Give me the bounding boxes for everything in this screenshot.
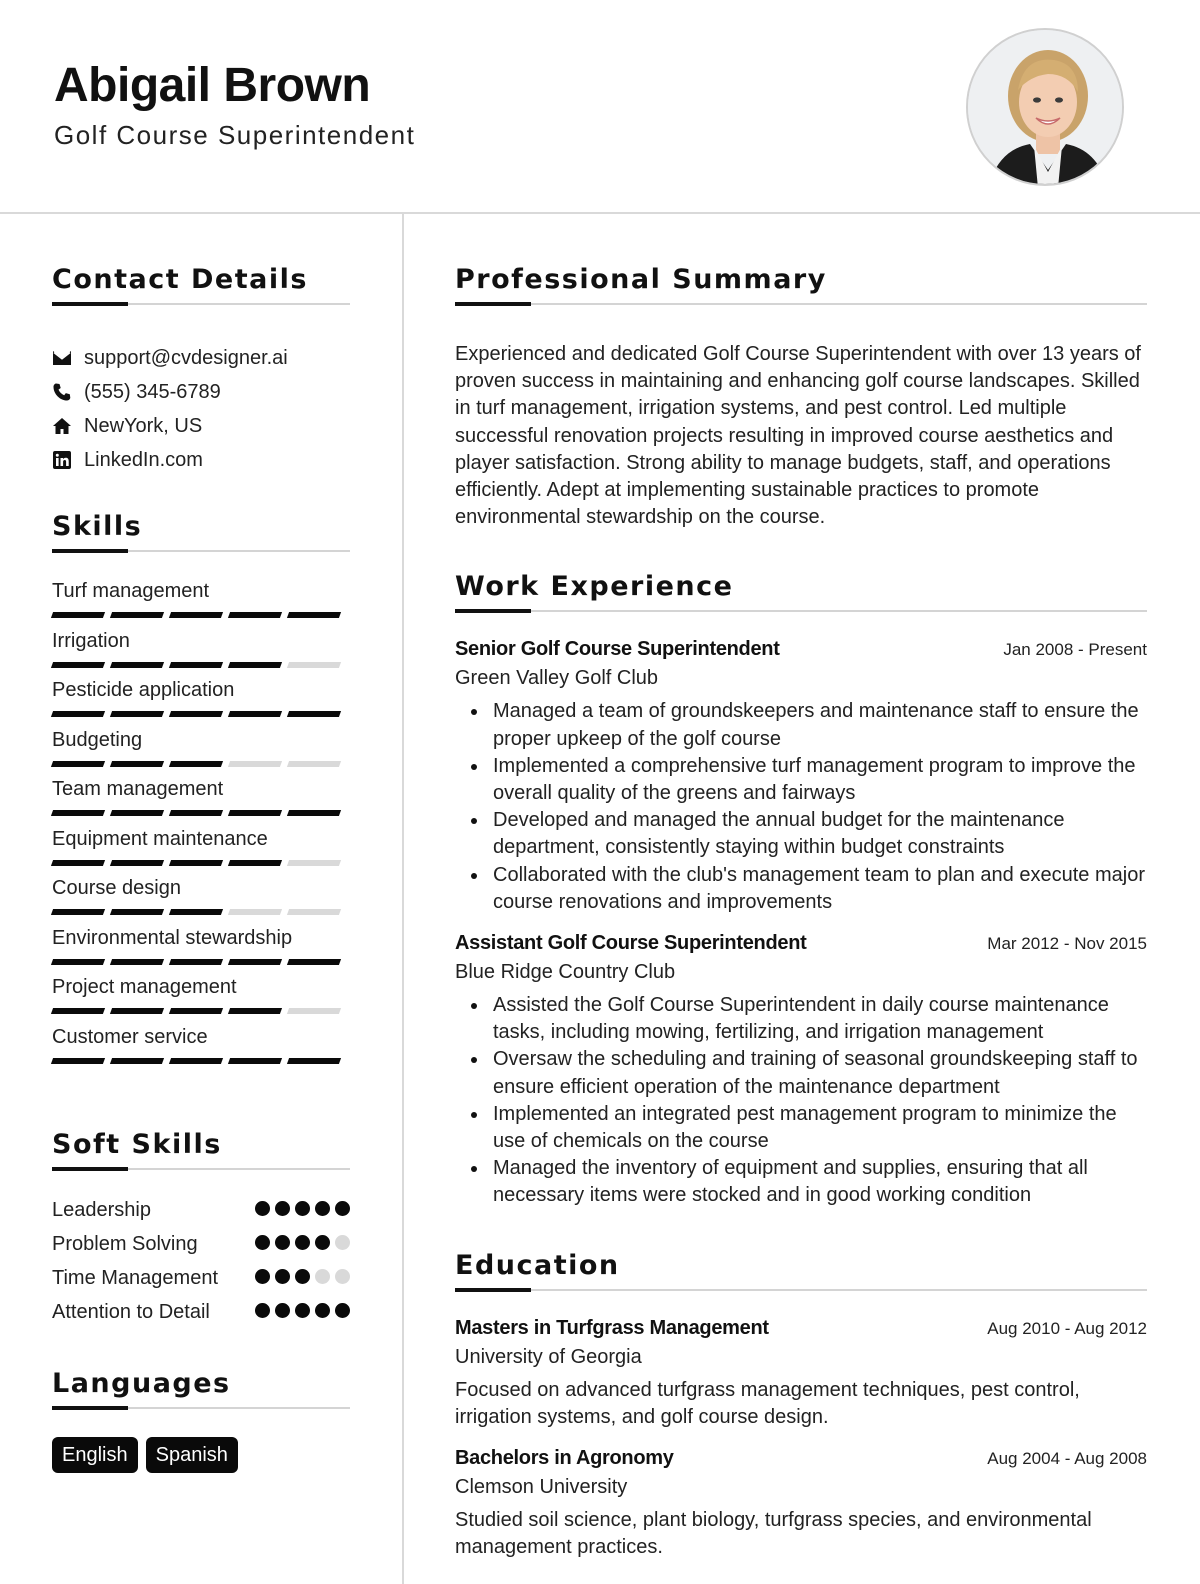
section-rule bbox=[455, 1289, 1147, 1291]
skill-level-segment bbox=[287, 860, 341, 866]
rating-dot bbox=[255, 1269, 270, 1284]
skill-level-segment bbox=[169, 612, 223, 618]
experience-section bbox=[455, 571, 1147, 1209]
soft-skill-rating bbox=[255, 1298, 350, 1326]
contact-list bbox=[52, 341, 350, 477]
skills-list bbox=[52, 578, 350, 1073]
skill-name: Budgeting bbox=[52, 728, 143, 751]
skill-level-bar bbox=[52, 662, 350, 668]
rating-dot bbox=[255, 1201, 270, 1216]
contact-email-text: support@cvdesigner.ai bbox=[84, 346, 288, 369]
skill-level-segment bbox=[287, 662, 341, 668]
skill-level-segment bbox=[228, 959, 282, 965]
linkedin-icon bbox=[52, 450, 84, 470]
job-entry bbox=[455, 932, 1147, 1210]
skill-level-segment bbox=[228, 711, 282, 717]
language-badge: Spanish bbox=[146, 1437, 238, 1473]
skill-item bbox=[52, 578, 350, 628]
skill-level-segment bbox=[51, 1008, 105, 1014]
contact-email[interactable] bbox=[52, 341, 350, 375]
soft-skill-rating bbox=[255, 1196, 350, 1224]
rating-dot bbox=[335, 1235, 350, 1250]
skill-level-bar bbox=[52, 1058, 350, 1064]
education-description: Studied soil science, plant biology, turfgrass species, and environmental management practices. bbox=[455, 1509, 1092, 1559]
skill-level-segment bbox=[228, 761, 282, 767]
skill-level-segment bbox=[287, 959, 341, 965]
soft-skill-item bbox=[52, 1298, 350, 1326]
skill-level-segment bbox=[51, 959, 105, 965]
experience-heading: Work Experience bbox=[455, 571, 734, 603]
soft-skill-rating bbox=[255, 1264, 350, 1292]
job-bullet: Implemented an integrated pest management program to minimize the use of chemicals on the course bbox=[455, 1101, 1147, 1155]
rating-dot bbox=[315, 1269, 330, 1284]
languages-heading: Languages bbox=[52, 1368, 231, 1399]
soft-skill-name: Time Management bbox=[52, 1267, 218, 1289]
contact-heading: Contact Details bbox=[52, 264, 308, 295]
skill-name: Customer service bbox=[52, 1025, 208, 1048]
job-date: Mar 2012 - Nov 2015 bbox=[987, 934, 1147, 954]
contact-phone[interactable] bbox=[52, 375, 350, 409]
skill-level-segment bbox=[169, 860, 223, 866]
job-bullet: Developed and managed the annual budget for the maintenance department, consistently staying within budget constraints bbox=[455, 807, 1147, 861]
languages-list bbox=[52, 1437, 350, 1473]
languages-section bbox=[52, 1368, 350, 1473]
skill-level-bar bbox=[52, 810, 350, 816]
skill-level-segment bbox=[51, 1058, 105, 1064]
soft-skills-section bbox=[52, 1129, 350, 1326]
skill-level-segment bbox=[228, 1008, 282, 1014]
section-rule bbox=[52, 1407, 350, 1409]
skill-level-segment bbox=[110, 1058, 164, 1064]
skill-level-segment bbox=[287, 810, 341, 816]
skill-item bbox=[52, 677, 350, 727]
education-heading: Education bbox=[455, 1249, 620, 1281]
skill-level-bar bbox=[52, 909, 350, 915]
soft-skill-item bbox=[52, 1196, 350, 1224]
rating-dot bbox=[295, 1235, 310, 1250]
skill-level-segment bbox=[110, 909, 164, 915]
job-organization: Blue Ridge Country Club bbox=[455, 961, 676, 984]
school-name: University of Georgia bbox=[455, 1345, 642, 1368]
school-name: Clemson University bbox=[455, 1476, 628, 1499]
skill-level-segment bbox=[169, 959, 223, 965]
soft-skill-name: Problem Solving bbox=[52, 1233, 198, 1255]
rating-dot bbox=[255, 1303, 270, 1318]
skill-level-segment bbox=[228, 1058, 282, 1064]
skill-level-segment bbox=[110, 711, 164, 717]
education-section bbox=[455, 1250, 1147, 1562]
skill-level-segment bbox=[287, 711, 341, 717]
job-date: Jan 2008 - Present bbox=[1003, 640, 1147, 660]
skill-name: Project management bbox=[52, 976, 237, 998]
soft-skill-item bbox=[52, 1264, 350, 1292]
column-divider bbox=[402, 214, 404, 1584]
skill-item bbox=[52, 1024, 350, 1074]
job-bullet: Oversaw the scheduling and training of seasonal groundskeeping staff to ensure efficient operation of the maintenance department bbox=[455, 1046, 1147, 1100]
soft-skill-item bbox=[52, 1230, 350, 1258]
education-description: Focused on advanced turfgrass management techniques, pest control, irrigation systems, and golf course design. bbox=[455, 1378, 1080, 1428]
section-rule bbox=[455, 303, 1147, 305]
skill-level-segment bbox=[51, 711, 105, 717]
skill-level-segment bbox=[228, 810, 282, 816]
skill-level-segment bbox=[169, 909, 223, 915]
rating-dot bbox=[275, 1201, 290, 1216]
skill-item bbox=[52, 974, 350, 1024]
education-date: Aug 2004 - Aug 2008 bbox=[987, 1449, 1147, 1469]
skill-level-segment bbox=[110, 662, 164, 668]
job-bullets bbox=[455, 698, 1147, 916]
skill-level-segment bbox=[51, 909, 105, 915]
rating-dot bbox=[255, 1235, 270, 1250]
skill-level-segment bbox=[110, 810, 164, 816]
skill-level-segment bbox=[287, 1058, 341, 1064]
skill-level-segment bbox=[169, 761, 223, 767]
rating-dot bbox=[295, 1269, 310, 1284]
skill-item bbox=[52, 875, 350, 925]
skill-level-segment bbox=[228, 662, 282, 668]
rating-dot bbox=[335, 1303, 350, 1318]
skill-level-segment bbox=[169, 662, 223, 668]
skill-level-segment bbox=[110, 612, 164, 618]
degree-title: Masters in Turfgrass Management bbox=[455, 1316, 769, 1339]
skill-level-segment bbox=[51, 860, 105, 866]
skill-level-segment bbox=[169, 1008, 223, 1014]
summary-section bbox=[455, 264, 1147, 531]
skill-level-segment bbox=[169, 711, 223, 717]
home-icon bbox=[52, 416, 84, 436]
phone-icon bbox=[52, 382, 84, 402]
language-badge: English bbox=[52, 1437, 138, 1473]
section-rule bbox=[52, 303, 350, 305]
skill-level-bar bbox=[52, 612, 350, 618]
resume-header bbox=[0, 0, 1200, 214]
skill-item bbox=[52, 727, 350, 777]
rating-dot bbox=[295, 1303, 310, 1318]
degree-title: Bachelors in Agronomy bbox=[455, 1447, 674, 1470]
education-date: Aug 2010 - Aug 2012 bbox=[987, 1318, 1147, 1338]
skills-section bbox=[52, 511, 350, 1073]
job-bullet: Managed a team of groundskeepers and maintenance staff to ensure the proper upkeep of the golf course bbox=[455, 698, 1147, 752]
skill-name: Turf management bbox=[52, 580, 210, 602]
skill-name: Equipment maintenance bbox=[52, 827, 268, 850]
education-entry bbox=[455, 1317, 1147, 1431]
soft-skill-rating bbox=[255, 1230, 350, 1258]
skill-level-segment bbox=[110, 959, 164, 965]
skill-item bbox=[52, 628, 350, 678]
skill-level-segment bbox=[51, 612, 105, 618]
contact-location-text: NewYork, US bbox=[84, 414, 203, 437]
job-bullet: Implemented a comprehensive turf management program to improve the overall quality of the greens and fairways bbox=[455, 753, 1147, 807]
envelope-icon bbox=[52, 348, 84, 368]
skill-level-segment bbox=[228, 860, 282, 866]
skill-level-segment bbox=[228, 612, 282, 618]
skill-name: Irrigation bbox=[52, 629, 130, 652]
skill-level-segment bbox=[110, 1008, 164, 1014]
soft-skill-name: Attention to Detail bbox=[52, 1301, 210, 1323]
skill-level-bar bbox=[52, 860, 350, 866]
skill-level-bar bbox=[52, 761, 350, 767]
skill-level-segment bbox=[169, 1058, 223, 1064]
rating-dot bbox=[275, 1303, 290, 1318]
rating-dot bbox=[295, 1201, 310, 1216]
contact-location bbox=[52, 409, 350, 443]
job-bullets bbox=[455, 992, 1147, 1210]
soft-skills-list bbox=[52, 1196, 350, 1326]
skill-level-bar bbox=[52, 711, 350, 717]
contact-linkedin[interactable] bbox=[52, 443, 350, 477]
contact-linkedin-text: LinkedIn.com bbox=[84, 448, 203, 471]
summary-heading: Professional Summary bbox=[455, 264, 827, 295]
skill-item bbox=[52, 826, 350, 876]
left-column bbox=[52, 214, 350, 1473]
soft-skills-heading: Soft Skills bbox=[52, 1129, 222, 1160]
contact-section bbox=[52, 264, 350, 477]
skill-level-segment bbox=[228, 909, 282, 915]
skill-level-bar bbox=[52, 959, 350, 965]
skill-level-segment bbox=[51, 810, 105, 816]
skill-name: Pesticide application bbox=[52, 679, 235, 701]
rating-dot bbox=[275, 1269, 290, 1284]
skill-level-segment bbox=[287, 1008, 341, 1014]
job-organization: Green Valley Golf Club bbox=[455, 667, 659, 690]
skill-level-segment bbox=[287, 909, 341, 915]
profile-photo bbox=[966, 28, 1124, 186]
skill-item bbox=[52, 776, 350, 826]
contact-phone-text: (555) 345-6789 bbox=[84, 380, 221, 403]
skill-level-segment bbox=[169, 810, 223, 816]
section-rule bbox=[455, 610, 1147, 612]
skill-name: Team management bbox=[52, 778, 224, 800]
rating-dot bbox=[275, 1235, 290, 1250]
profile-photo-illustration bbox=[968, 30, 1124, 186]
rating-dot bbox=[315, 1235, 330, 1250]
skill-level-segment bbox=[51, 662, 105, 668]
education-entry bbox=[455, 1447, 1147, 1561]
job-bullet: Assisted the Golf Course Superintendent in daily course maintenance tasks, including mowing, fertilizing, and irrigation management bbox=[455, 992, 1147, 1046]
job-title: Senior Golf Course Superintendent bbox=[455, 638, 780, 661]
skill-level-segment bbox=[51, 761, 105, 767]
skill-item bbox=[52, 925, 350, 975]
section-rule bbox=[52, 1168, 350, 1170]
soft-skill-name: Leadership bbox=[52, 1199, 151, 1221]
rating-dot bbox=[315, 1201, 330, 1216]
right-column bbox=[455, 214, 1147, 1561]
skill-level-segment bbox=[110, 860, 164, 866]
rating-dot bbox=[335, 1201, 350, 1216]
rating-dot bbox=[335, 1269, 350, 1284]
skill-level-segment bbox=[287, 612, 341, 618]
summary-text: Experienced and dedicated Golf Course Superintendent with over 13 years of proven success in maintaining and enhancing golf course landscapes. Skilled in turf management, irrigation systems, and pest control. Led multiple successful renovation projects resulting in improved course aesthetics and player satisfaction. Strong ability to manage budgets, staff, and operations efficiently. Adept at implementing sustainable practices to promote environmental stewardship on the course. bbox=[455, 343, 1141, 529]
rating-dot bbox=[315, 1303, 330, 1318]
skill-level-segment bbox=[287, 761, 341, 767]
job-bullet: Collaborated with the club's management team to plan and execute major course renovations and improvements bbox=[455, 862, 1147, 916]
skill-level-bar bbox=[52, 1008, 350, 1014]
job-title: Assistant Golf Course Superintendent bbox=[455, 932, 807, 955]
job-entry bbox=[455, 638, 1147, 916]
skill-name: Environmental stewardship bbox=[52, 926, 293, 949]
skill-level-segment bbox=[110, 761, 164, 767]
section-rule bbox=[52, 550, 350, 552]
candidate-name: Abigail Brown bbox=[54, 59, 371, 112]
skills-heading: Skills bbox=[52, 511, 143, 542]
job-bullet: Managed the inventory of equipment and supplies, ensuring that all necessary items were stocked and in good working condition bbox=[455, 1155, 1147, 1209]
candidate-title: Golf Course Superintendent bbox=[54, 120, 416, 150]
skill-name: Course design bbox=[52, 877, 181, 899]
